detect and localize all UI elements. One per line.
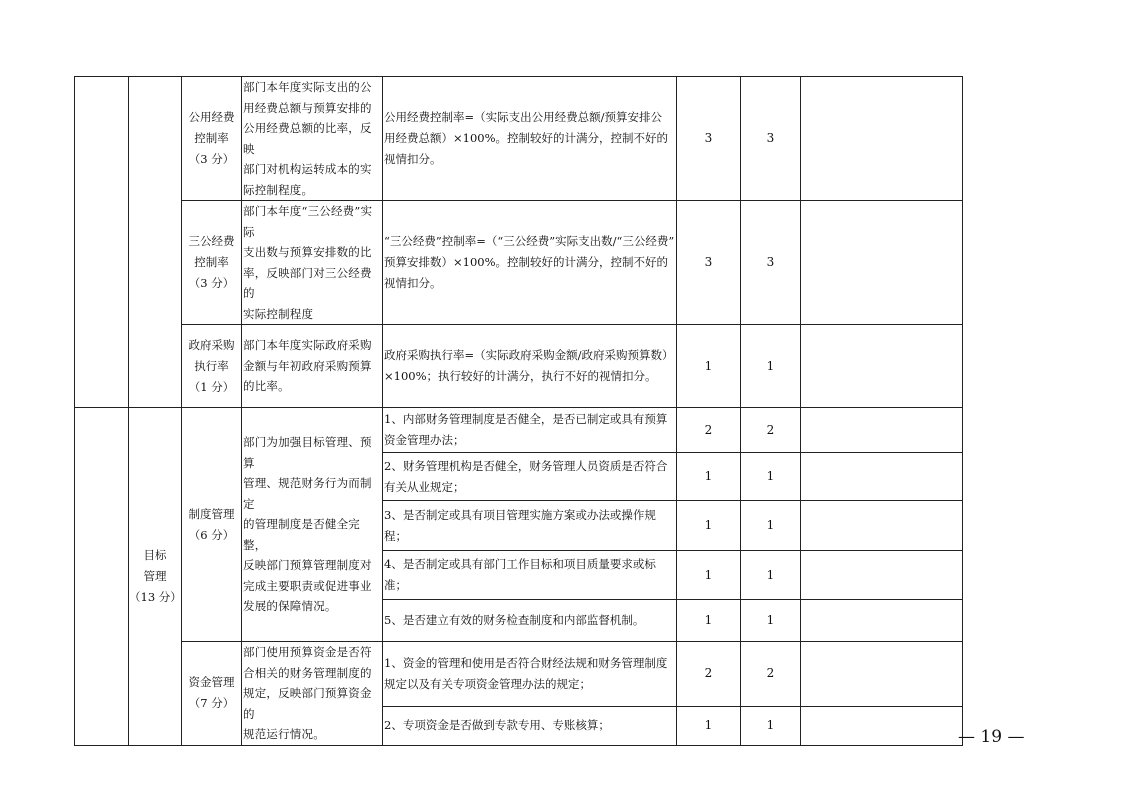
score-max-cell: 2 bbox=[677, 642, 741, 707]
text-line: 公用经费控制率=（实际支出公用经费总额/预算安排公 bbox=[384, 110, 663, 124]
text-line: 管理、规范财务行为而制定 bbox=[243, 476, 372, 511]
score-max-cell: 1 bbox=[677, 325, 741, 408]
standard-cell bbox=[383, 408, 677, 453]
standard-cell bbox=[383, 706, 677, 745]
text-line: 发展的保障情况。 bbox=[243, 599, 337, 614]
text-line: 规定，反映部门预算资金的 bbox=[243, 686, 372, 721]
table-row bbox=[75, 201, 963, 325]
text-line: 执行率 bbox=[194, 358, 229, 373]
text-line: 实际控制程度 bbox=[243, 306, 314, 321]
standard-cell bbox=[383, 642, 677, 707]
text-line: 支出数与预算安排数的比 bbox=[243, 245, 372, 259]
text-line: 制度管理 bbox=[188, 506, 235, 521]
indicator-cell bbox=[182, 642, 242, 746]
text-line: 1、资金的管理和使用是否符合财经法规和财务管理制度 bbox=[384, 655, 668, 670]
standard-cell bbox=[383, 453, 677, 501]
description-cell bbox=[242, 77, 383, 201]
remark-cell bbox=[801, 325, 963, 408]
score-max-cell: 2 bbox=[677, 408, 741, 453]
remark-cell bbox=[801, 706, 963, 745]
text-line: （6 分） bbox=[188, 527, 235, 542]
text-line: 部门使用预算资金是否符 bbox=[243, 645, 372, 659]
score-got-cell: 1 bbox=[741, 325, 801, 408]
score-got-cell: 3 bbox=[741, 77, 801, 201]
text-line: （1 分） bbox=[188, 379, 235, 394]
table-row bbox=[75, 642, 963, 707]
text-line: 的比率。 bbox=[243, 379, 290, 394]
text-line: 控制率 bbox=[194, 255, 229, 269]
text-line: 部门为加强目标管理、预算 bbox=[243, 435, 372, 470]
score-max-cell: 3 bbox=[677, 77, 741, 201]
remark-cell bbox=[801, 551, 963, 600]
blank-col-1 bbox=[75, 408, 129, 746]
text-line: 合相关的财务管理制度的 bbox=[243, 665, 372, 680]
text-line: （3 分） bbox=[188, 276, 235, 290]
description-cell bbox=[242, 201, 383, 325]
indicator-cell bbox=[182, 77, 242, 201]
text-line: 部门本年度实际政府采购 bbox=[243, 338, 372, 353]
text-line: 资金管理 bbox=[188, 675, 235, 690]
text-line: 公用经费总额的比率，反映 bbox=[243, 121, 372, 156]
text-line: （7 分） bbox=[188, 696, 235, 711]
text-line: 规范运行情况。 bbox=[243, 727, 325, 741]
remark-cell bbox=[801, 501, 963, 551]
text-line: 规定以及有关专项资金管理办法的规定； bbox=[384, 676, 591, 691]
score-max-cell: 1 bbox=[677, 453, 741, 501]
score-got-cell: 1 bbox=[741, 453, 801, 501]
blank-col-2 bbox=[129, 77, 182, 408]
indicator-cell bbox=[182, 325, 242, 408]
text-line: 视情扣分。 bbox=[384, 276, 442, 290]
text-line: 完成主要职责或促进事业 bbox=[243, 578, 372, 593]
text-line: 用经费总额）×100%。控制较好的计满分，控制不好的 bbox=[384, 131, 669, 145]
category-cell bbox=[129, 408, 182, 746]
remark-cell bbox=[801, 642, 963, 707]
score-got-cell: 1 bbox=[741, 600, 801, 642]
standard-cell bbox=[383, 600, 677, 642]
standard-cell bbox=[383, 77, 677, 201]
description-cell bbox=[242, 642, 383, 746]
text-line: 1、内部财务管理制度是否健全，是否已制定或具有预算 bbox=[384, 412, 668, 426]
indicator-cell bbox=[182, 201, 242, 325]
remark-cell bbox=[801, 600, 963, 642]
text-line: （13 分） bbox=[129, 589, 182, 604]
text-line: 部门本年度“三公经费”实际 bbox=[243, 204, 373, 239]
text-line: 率，反映部门对三公经费的 bbox=[243, 265, 372, 300]
text-line: 的管理制度是否健全完整， bbox=[243, 517, 360, 552]
evaluation-table bbox=[74, 76, 963, 746]
score-got-cell: 1 bbox=[741, 551, 801, 600]
score-got-cell: 1 bbox=[741, 706, 801, 745]
remark-cell bbox=[801, 408, 963, 453]
score-max-cell: 1 bbox=[677, 551, 741, 600]
text-line: 2、专项资金是否做到专款专用、专账核算； bbox=[384, 718, 610, 733]
score-max-cell: 1 bbox=[677, 706, 741, 745]
score-max-cell: 1 bbox=[677, 600, 741, 642]
score-got-cell: 2 bbox=[741, 642, 801, 707]
description-cell bbox=[242, 408, 383, 642]
text-line: 预算安排数）×100%。控制较好的计满分，控制不好的 bbox=[384, 255, 669, 269]
text-line: 际控制程度。 bbox=[243, 182, 314, 197]
text-line: ×100%；执行较好的计满分，执行不好的视情扣分。 bbox=[384, 369, 657, 383]
text-line: 资金管理办法； bbox=[384, 433, 465, 447]
text-line: 有关从业规定； bbox=[384, 479, 465, 494]
standard-cell bbox=[383, 501, 677, 551]
table-row bbox=[75, 77, 963, 201]
blank-col-1 bbox=[75, 77, 129, 408]
remark-cell bbox=[801, 77, 963, 201]
text-line: 公用经费 bbox=[188, 110, 235, 124]
remark-cell bbox=[801, 201, 963, 325]
text-line: 部门对机构运转成本的实 bbox=[243, 162, 372, 176]
score-got-cell: 2 bbox=[741, 408, 801, 453]
score-got-cell: 3 bbox=[741, 201, 801, 325]
page-number: — 19 — bbox=[958, 727, 1025, 747]
standard-cell bbox=[383, 201, 677, 325]
text-line: 4、是否制定或具有部门工作目标和项目质量要求或标准； bbox=[384, 557, 656, 592]
text-line: 视情扣分。 bbox=[384, 152, 442, 166]
text-line: 5、是否建立有效的财务检查制度和内部监督机制。 bbox=[384, 613, 645, 627]
table-row bbox=[75, 325, 963, 408]
text-line: 2、财务管理机构是否健全，财务管理人员资质是否符合 bbox=[384, 458, 668, 473]
score-max-cell: 1 bbox=[677, 501, 741, 551]
text-line: 部门本年度实际支出的公 bbox=[243, 80, 372, 94]
text-line: （3 分） bbox=[188, 152, 235, 166]
text-line: 管理 bbox=[143, 568, 167, 583]
standard-cell bbox=[383, 551, 677, 600]
text-line: 政府采购执行率=（实际政府采购金额/政府采购预算数） bbox=[384, 348, 674, 362]
score-max-cell: 3 bbox=[677, 201, 741, 325]
description-cell bbox=[242, 325, 383, 408]
indicator-cell bbox=[182, 408, 242, 642]
score-got-cell: 1 bbox=[741, 501, 801, 551]
text-line: 目标 bbox=[143, 547, 167, 562]
text-line: 用经费总额与预算安排的 bbox=[243, 100, 372, 115]
table-row bbox=[75, 408, 963, 453]
remark-cell bbox=[801, 453, 963, 501]
text-line: 金额与年初政府采购预算 bbox=[243, 358, 372, 373]
text-line: 控制率 bbox=[194, 131, 229, 145]
text-line: 反映部门预算管理制度对 bbox=[243, 558, 372, 573]
text-line: 政府采购 bbox=[188, 337, 235, 352]
text-line: 3、是否制定或具有项目管理实施方案或办法或操作规程； bbox=[384, 507, 656, 543]
standard-cell bbox=[383, 325, 677, 408]
text-line: 三公经费 bbox=[188, 234, 235, 248]
text-line: “三公经费”控制率=（“三公经费”实际支出数/“三公经费” bbox=[384, 234, 675, 248]
